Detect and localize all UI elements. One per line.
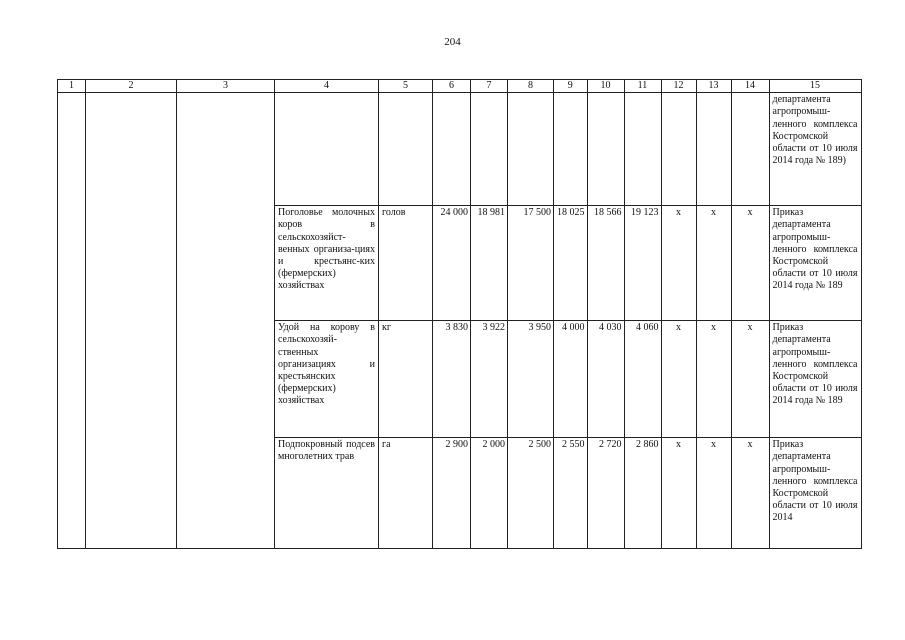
- cell-unit: кг: [379, 321, 433, 438]
- cell-value: [661, 93, 696, 206]
- cell-value: х: [731, 206, 769, 321]
- cell-source: департамента агропромыш-ленного комплекса Костромской области от 10 июля 2014 года № 189): [769, 93, 861, 206]
- cell-value: х: [696, 206, 731, 321]
- cell-value: х: [731, 321, 769, 438]
- column-number-row: [58, 80, 862, 93]
- cell-value: 24 000: [433, 206, 471, 321]
- page-number: 204: [444, 36, 461, 48]
- column-header: 2: [86, 80, 177, 93]
- cell-value: х: [731, 438, 769, 549]
- cell-value: х: [661, 321, 696, 438]
- cell-value: 17 500: [508, 206, 554, 321]
- column-header: 14: [731, 80, 769, 93]
- cell-unit: голов: [379, 206, 433, 321]
- cell-indicator: Подпокровный подсев многолетних трав: [275, 438, 379, 549]
- cell-col3: [177, 93, 275, 549]
- table-row: [58, 93, 862, 206]
- column-header: 1: [58, 80, 86, 93]
- column-header: 9: [554, 80, 588, 93]
- cell-value: [624, 93, 661, 206]
- cell-value: [433, 93, 471, 206]
- cell-source: Приказ департамента агропромыш-ленного комплекса Костромской области от 10 июля 2014: [769, 438, 861, 549]
- cell-value: 2 550: [554, 438, 588, 549]
- cell-value: [554, 93, 588, 206]
- indicators-table: [57, 79, 862, 549]
- cell-value: х: [661, 438, 696, 549]
- cell-col2: [86, 93, 177, 549]
- cell-value: 2 500: [508, 438, 554, 549]
- column-header: 12: [661, 80, 696, 93]
- cell-value: [471, 93, 508, 206]
- cell-value: х: [696, 321, 731, 438]
- cell-indicator: Удой на корову в сельскохозяй-ственных организациях и крестьянских (фермерских) хозяйствах: [275, 321, 379, 438]
- cell-indicator: [275, 93, 379, 206]
- column-header: 4: [275, 80, 379, 93]
- cell-value: 2 900: [433, 438, 471, 549]
- cell-value: [696, 93, 731, 206]
- cell-value: х: [696, 438, 731, 549]
- cell-unit: га: [379, 438, 433, 549]
- column-header: 8: [508, 80, 554, 93]
- column-header: 13: [696, 80, 731, 93]
- column-header: 11: [624, 80, 661, 93]
- cell-col1: [58, 93, 86, 549]
- column-header: 7: [471, 80, 508, 93]
- column-header: 3: [177, 80, 275, 93]
- cell-value: х: [661, 206, 696, 321]
- cell-value: 4 030: [587, 321, 624, 438]
- cell-value: 3 950: [508, 321, 554, 438]
- cell-value: 2 720: [587, 438, 624, 549]
- cell-value: 4 060: [624, 321, 661, 438]
- cell-value: [731, 93, 769, 206]
- cell-indicator: Поголовье молочных коров в сельскохозяйст-венных организа-циях и крестьянс-ких (фермерских) хозяйствах: [275, 206, 379, 321]
- column-header: 6: [433, 80, 471, 93]
- cell-value: 18 025: [554, 206, 588, 321]
- cell-source: Приказ департамента агропромыш-ленного комплекса Костромской области от 10 июля 2014 года № 189: [769, 206, 861, 321]
- cell-source: Приказ департамента агропромыш-ленного комплекса Костромской области от 10 июля 2014 года № 189: [769, 321, 861, 438]
- cell-value: 18 566: [587, 206, 624, 321]
- cell-value: 2 860: [624, 438, 661, 549]
- cell-value: 3 830: [433, 321, 471, 438]
- column-header: 15: [769, 80, 861, 93]
- cell-value: [508, 93, 554, 206]
- column-header: 10: [587, 80, 624, 93]
- cell-value: 18 981: [471, 206, 508, 321]
- cell-unit: [379, 93, 433, 206]
- cell-value: 4 000: [554, 321, 588, 438]
- cell-value: 3 922: [471, 321, 508, 438]
- cell-value: 19 123: [624, 206, 661, 321]
- cell-value: [587, 93, 624, 206]
- column-header: 5: [379, 80, 433, 93]
- cell-value: 2 000: [471, 438, 508, 549]
